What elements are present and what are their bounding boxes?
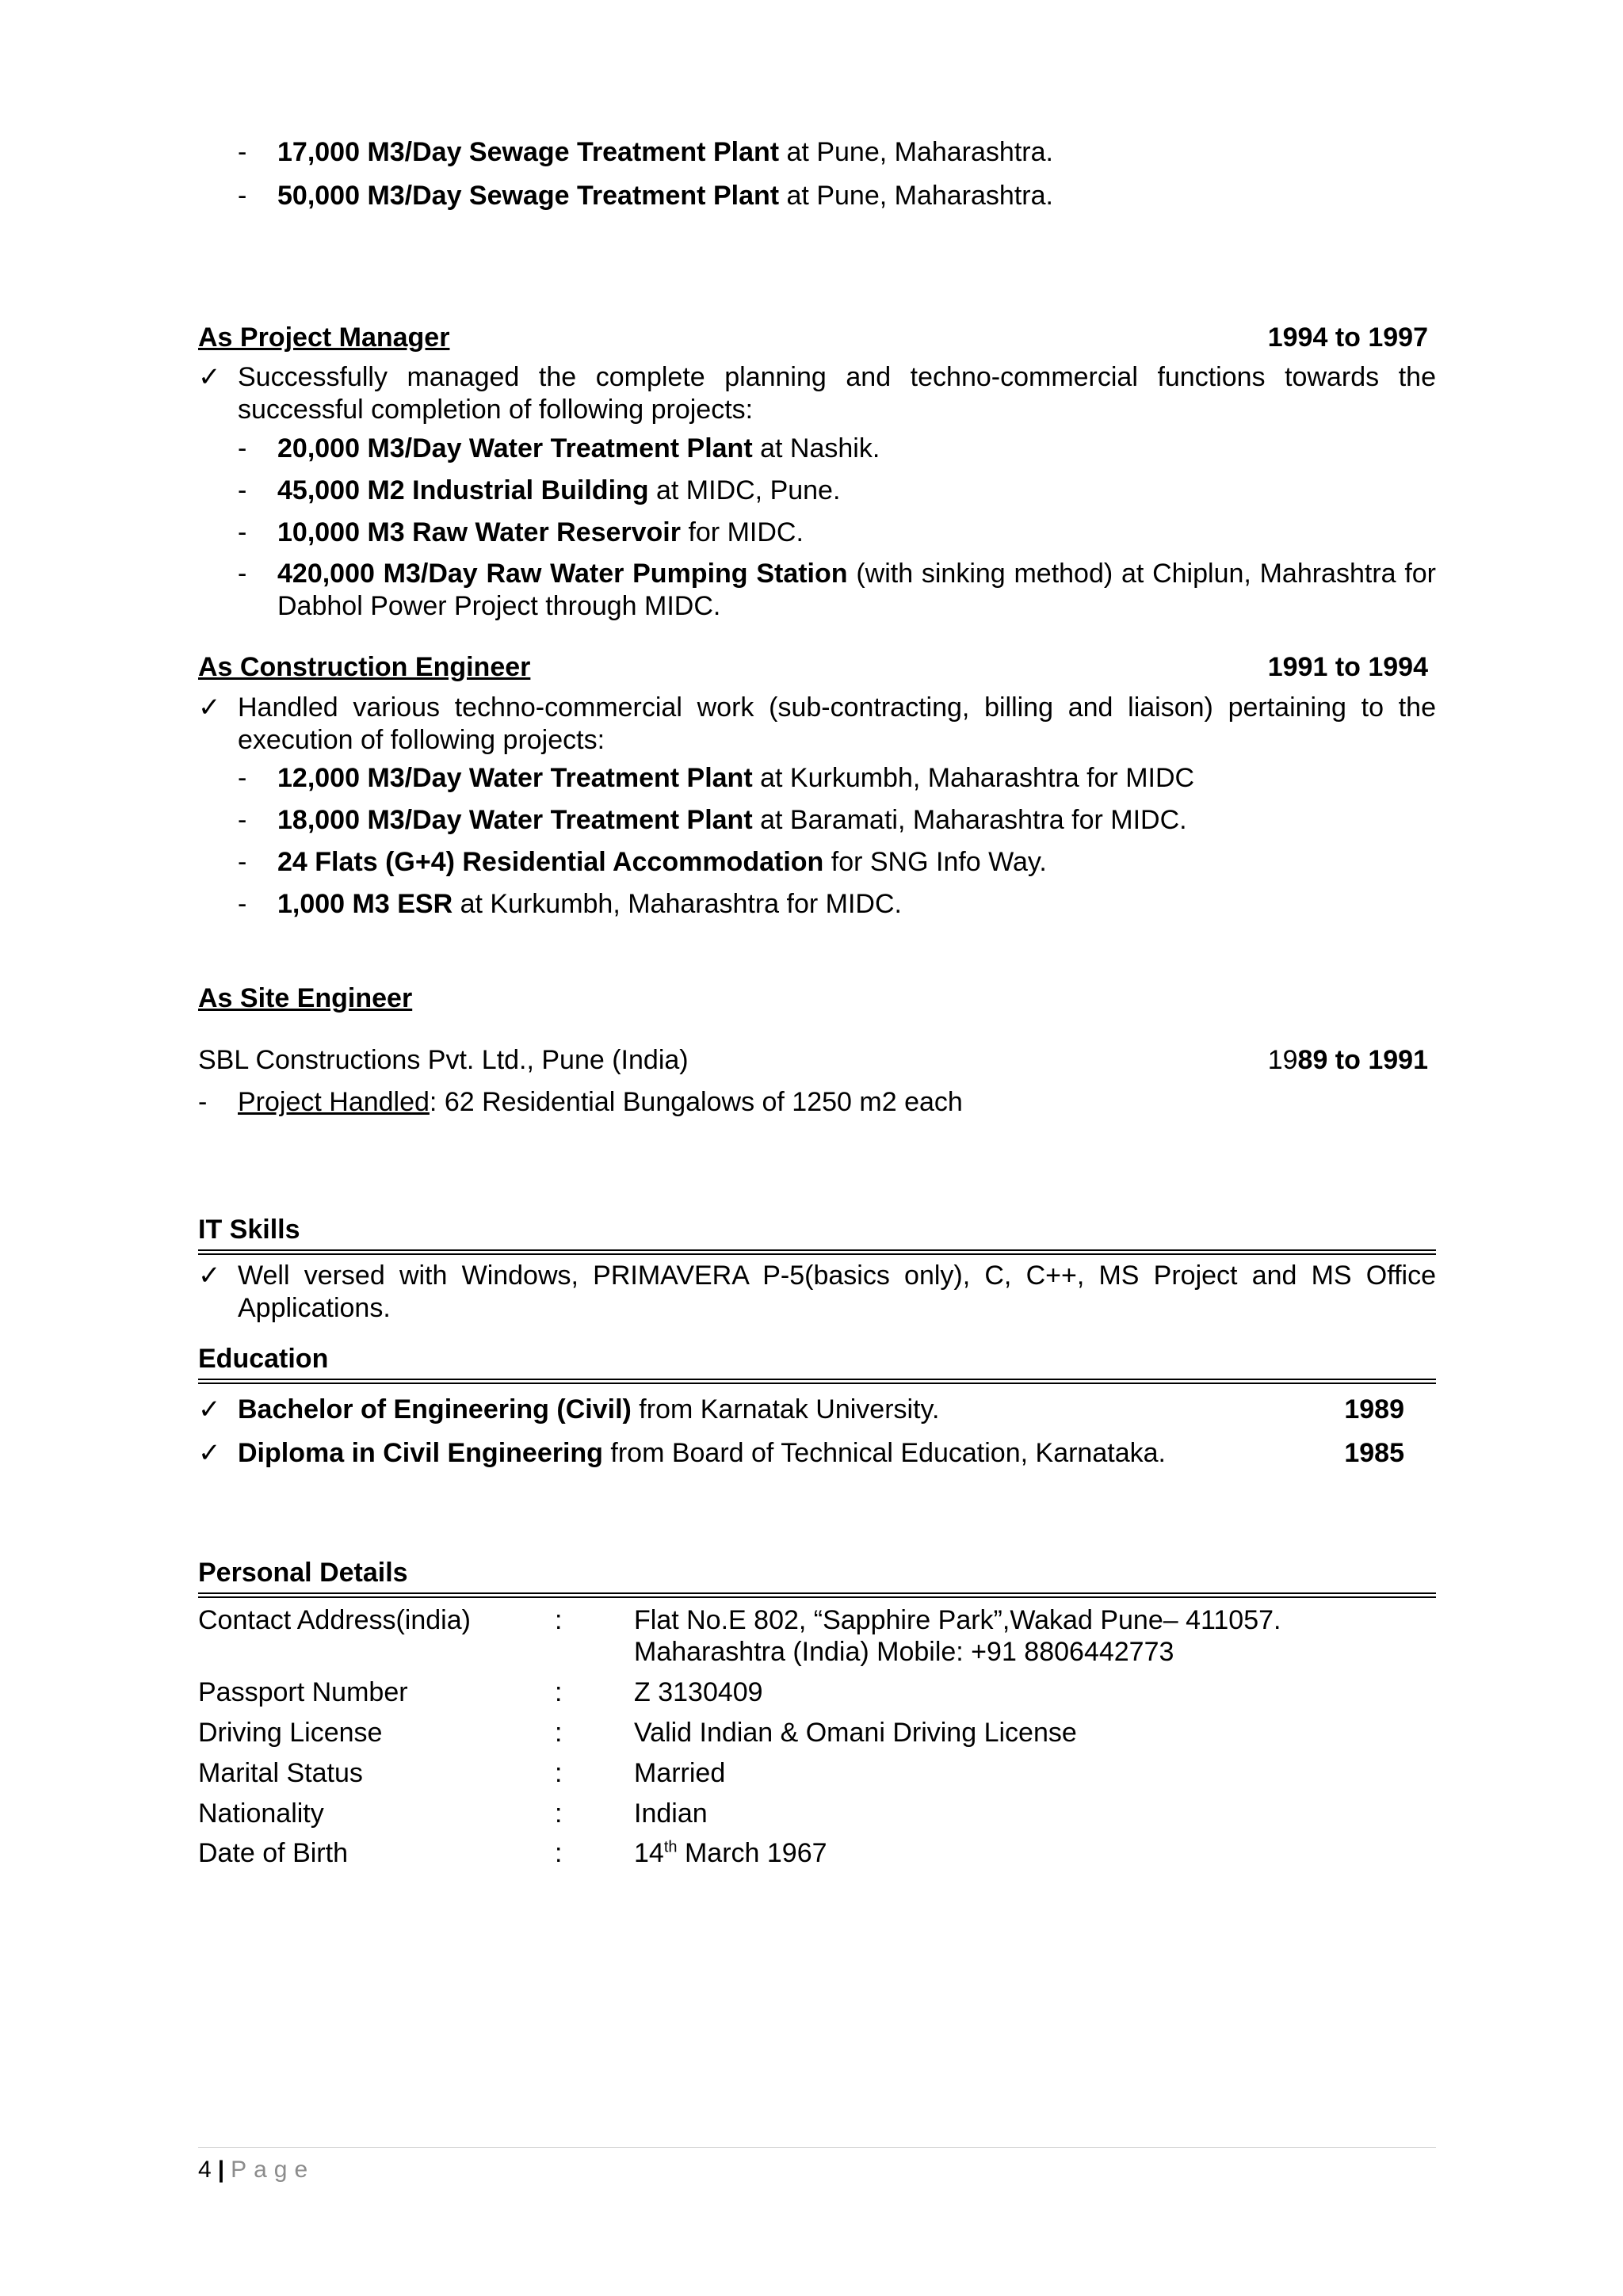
section-years: 1989 to 1991 (1267, 1045, 1428, 1076)
list-item: - 24 Flats (G+4) Residential Accommodation for SNG Info Way. (238, 846, 1047, 877)
dash-bullet: - (238, 763, 247, 794)
list-item: - 45,000 M2 Industrial Building at MIDC, Pune. (238, 475, 841, 505)
company-name: SBL Constructions Pvt. Ltd., Pune (India) (198, 1045, 689, 1076)
project-list (198, 762, 1436, 920)
section-title-personal-details: Personal Details (198, 1557, 408, 1588)
dash-bullet: - (238, 888, 247, 919)
section-years: 1994 to 1997 (1267, 322, 1428, 353)
check-item: ✓ Well versed with Windows, PRIMAVERA P-5(basics only), C, C++, MS Project and MS Office Applications. (198, 1260, 1436, 1323)
list-item: - 1,000 M3 ESR at Kurkumbh, Maharashtra for MIDC. (238, 888, 902, 919)
section-divider (198, 1249, 1436, 1255)
dash-bullet: - (238, 846, 247, 877)
check-item: ✓ Handled various techno-commercial work (sub-contracting, billing and liaison) pertaining to the execution of following projects: (198, 692, 1436, 755)
dash-bullet: - (238, 475, 247, 505)
check-item: ✓ Successfully managed the complete planning and techno-commercial functions towards the successful completion of following projects: (198, 362, 1436, 425)
page-word: Page (231, 2157, 315, 2183)
personal-row-passport: Passport Number : Z 3130409 (198, 1677, 763, 1708)
checkmark-icon: ✓ (198, 1437, 221, 1468)
dash-bullet: - (238, 137, 247, 167)
dash-bullet: - (238, 559, 247, 589)
section-years: 1991 to 1994 (1267, 651, 1428, 682)
list-item: - 50,000 M3/Day Sewage Treatment Plant at Pune, Maharashtra. (238, 180, 1053, 211)
resume-page (198, 136, 1436, 1870)
top-project-list (198, 136, 1436, 212)
project-list (198, 433, 1436, 623)
dash-bullet: - (238, 805, 247, 836)
personal-row-license: Driving License : Valid Indian & Omani Driving License (198, 1717, 1077, 1748)
personal-row-address: Contact Address(india) : Flat No.E 802, “Sapphire Park”,Wakad Pune– 411057. Maharashtra (India) Mobile: +91 8806442773 (198, 1604, 1281, 1668)
list-item: - 12,000 M3/Day Water Treatment Plant at Kurkumbh, Maharashtra for MIDC (238, 763, 1195, 794)
education-year: 1989 (1344, 1394, 1404, 1425)
education-item: ✓ Diploma in Civil Engineering from Board of Technical Education, Karnataka. 1985 (198, 1437, 1404, 1468)
list-item: - 18,000 M3/Day Water Treatment Plant at Baramati, Maharashtra for MIDC. (238, 805, 1187, 836)
section-title-project-manager: As Project Manager 1994 to 1997 (198, 322, 1428, 353)
list-item: - 420,000 M3/Day Raw Water Pumping Station (with sinking method) at Chiplun, Mahrashtra for Dabhol Power Project through MIDC. (238, 559, 1436, 622)
education-item: ✓ Bachelor of Engineering (Civil) from Karnatak University. 1989 (198, 1394, 1404, 1425)
project-handled-label: Project Handled (238, 1087, 430, 1118)
page-number: 4 (198, 2157, 212, 2183)
personal-row-marital: Marital Status : Married (198, 1757, 726, 1788)
section-title-site-engineer: As Site Engineer (198, 982, 413, 1013)
section-title-construction-engineer: As Construction Engineer 1991 to 1994 (198, 651, 1428, 682)
section-divider (198, 1592, 1436, 1598)
checkmark-icon: ✓ (198, 1394, 221, 1425)
education-year: 1985 (1344, 1437, 1404, 1468)
section-divider (198, 1379, 1436, 1384)
dash-bullet: - (238, 433, 247, 463)
checkmark-icon: ✓ (198, 1260, 221, 1291)
personal-row-dob: Date of Birth : 14th March 1967 (198, 1838, 827, 1869)
site-engineer-company-row (198, 1044, 1436, 1077)
checkmark-icon: ✓ (198, 362, 221, 393)
list-item: - 10,000 M3 Raw Water Reservoir for MIDC. (238, 517, 804, 547)
personal-row-nationality: Nationality : Indian (198, 1798, 708, 1829)
page-footer (198, 2147, 1436, 2184)
section-title-it-skills: IT Skills (198, 1214, 300, 1245)
section-title-education: Education (198, 1344, 329, 1375)
list-item: - 17,000 M3/Day Sewage Treatment Plant at Pune, Maharashtra. (238, 137, 1053, 167)
dash-bullet: - (198, 1087, 208, 1118)
dash-bullet: - (238, 517, 247, 547)
project-handled-row: - Project Handled: 62 Residential Bungalows of 1250 m2 each (198, 1087, 963, 1118)
checkmark-icon: ✓ (198, 692, 221, 723)
footer-separator: | (217, 2157, 225, 2183)
personal-details-table (198, 1604, 1436, 1871)
list-item: - 20,000 M3/Day Water Treatment Plant at Nashik. (238, 433, 880, 463)
dash-bullet: - (238, 180, 247, 211)
